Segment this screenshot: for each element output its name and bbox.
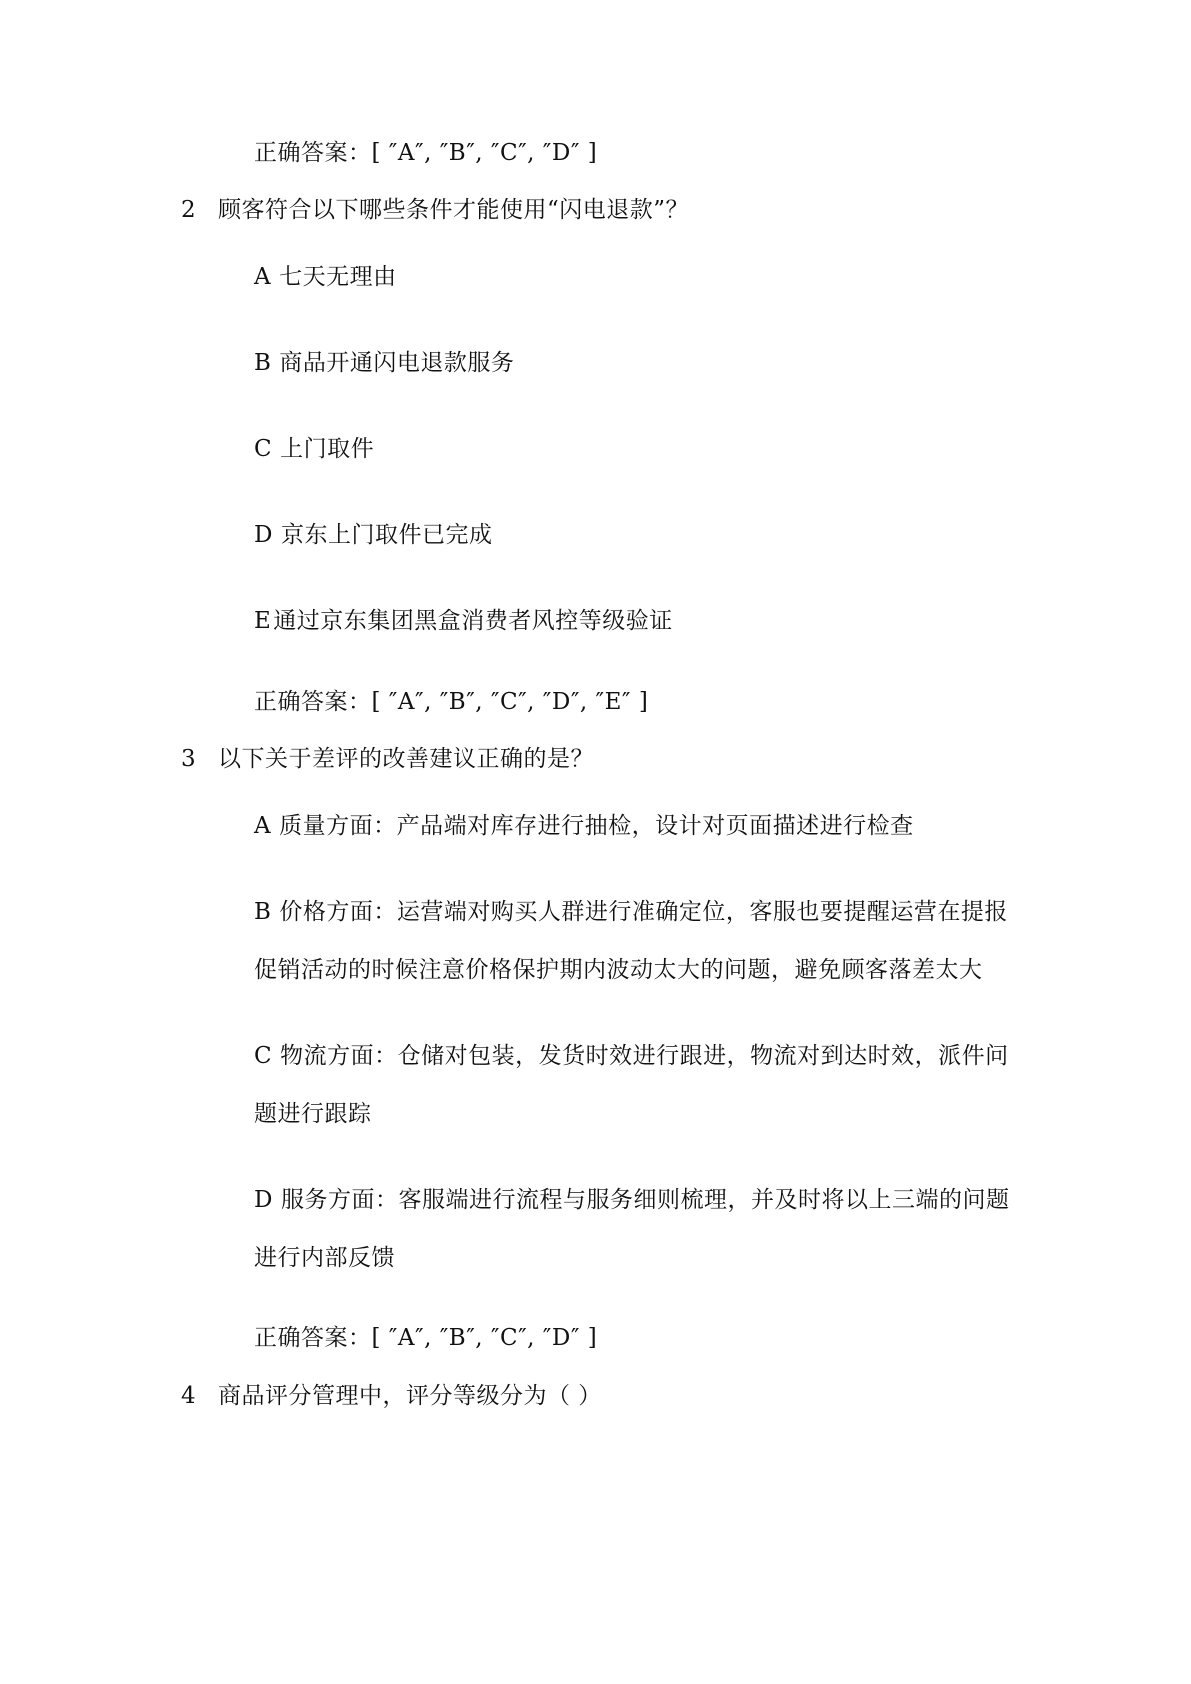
q2-question: 顾客符合以下哪些条件才能使用“闪电退款”？ bbox=[218, 197, 690, 223]
q2-option-c bbox=[254, 435, 374, 463]
q4-number: 4 bbox=[181, 1383, 197, 1409]
q3-option-b-continued: 促销活动的时候注意价格保护期内波动太大的问题，避免顾客落差太大 bbox=[254, 957, 983, 983]
q2-answer: 正确答案：[ ″A″, ″B″, ″C″, ″D″, ″E″ ] bbox=[254, 689, 649, 715]
q3-question: 以下关于差评的改善建议正确的是？ bbox=[218, 746, 594, 772]
q2-option-a bbox=[254, 263, 397, 291]
option-text: 物流方面：仓储对包装，发货时效进行跟进，物流对到达时效，派件问 bbox=[280, 1043, 1009, 1069]
q4-question: 商品评分管理中，评分等级分为（ ） bbox=[218, 1383, 602, 1409]
option-letter: E bbox=[254, 608, 272, 634]
option-letter: C bbox=[254, 436, 273, 462]
option-text: 通过京东集团黑盒消费者风控等级验证 bbox=[273, 608, 673, 634]
q3-option-d bbox=[254, 1186, 1009, 1214]
q2-option-e bbox=[254, 607, 673, 635]
q2-option-d bbox=[254, 521, 492, 549]
option-text: 七天无理由 bbox=[279, 264, 397, 290]
option-text: 价格方面：运营端对购买人群进行准确定位，客服也要提醒运营在提报 bbox=[279, 899, 1008, 925]
q3-heading bbox=[0, 745, 1191, 773]
q3-option-b bbox=[254, 898, 1008, 926]
q2-option-b bbox=[254, 349, 514, 377]
option-letter: A bbox=[254, 813, 272, 839]
option-text: 上门取件 bbox=[280, 436, 375, 462]
q3-option-c-continued: 题进行跟踪 bbox=[254, 1101, 372, 1127]
q2-heading bbox=[0, 196, 1191, 224]
option-letter: A bbox=[254, 264, 272, 290]
q3-answer: 正确答案：[ ″A″, ″B″, ″C″, ″D″ ] bbox=[254, 1325, 598, 1351]
q3-option-a bbox=[254, 812, 914, 840]
option-letter: D bbox=[254, 1187, 273, 1213]
option-text: 质量方面：产品端对库存进行抽检，设计对页面描述进行检查 bbox=[279, 813, 914, 839]
option-letter: D bbox=[254, 522, 273, 548]
option-letter: B bbox=[254, 350, 272, 376]
option-letter: B bbox=[254, 899, 272, 925]
q4-heading bbox=[0, 1382, 1191, 1410]
q1-answer: 正确答案：[ ″A″, ″B″, ″C″, ″D″ ] bbox=[254, 140, 598, 166]
q3-number: 3 bbox=[181, 746, 197, 772]
option-letter: C bbox=[254, 1043, 273, 1069]
q2-number: 2 bbox=[181, 197, 197, 223]
q3-option-d-continued: 进行内部反馈 bbox=[254, 1245, 395, 1271]
option-text: 京东上门取件已完成 bbox=[280, 522, 493, 548]
option-text: 商品开通闪电退款服务 bbox=[279, 350, 515, 376]
q3-option-c bbox=[254, 1042, 1009, 1070]
option-text: 服务方面：客服端进行流程与服务细则梳理，并及时将以上三端的问题 bbox=[280, 1187, 1010, 1213]
